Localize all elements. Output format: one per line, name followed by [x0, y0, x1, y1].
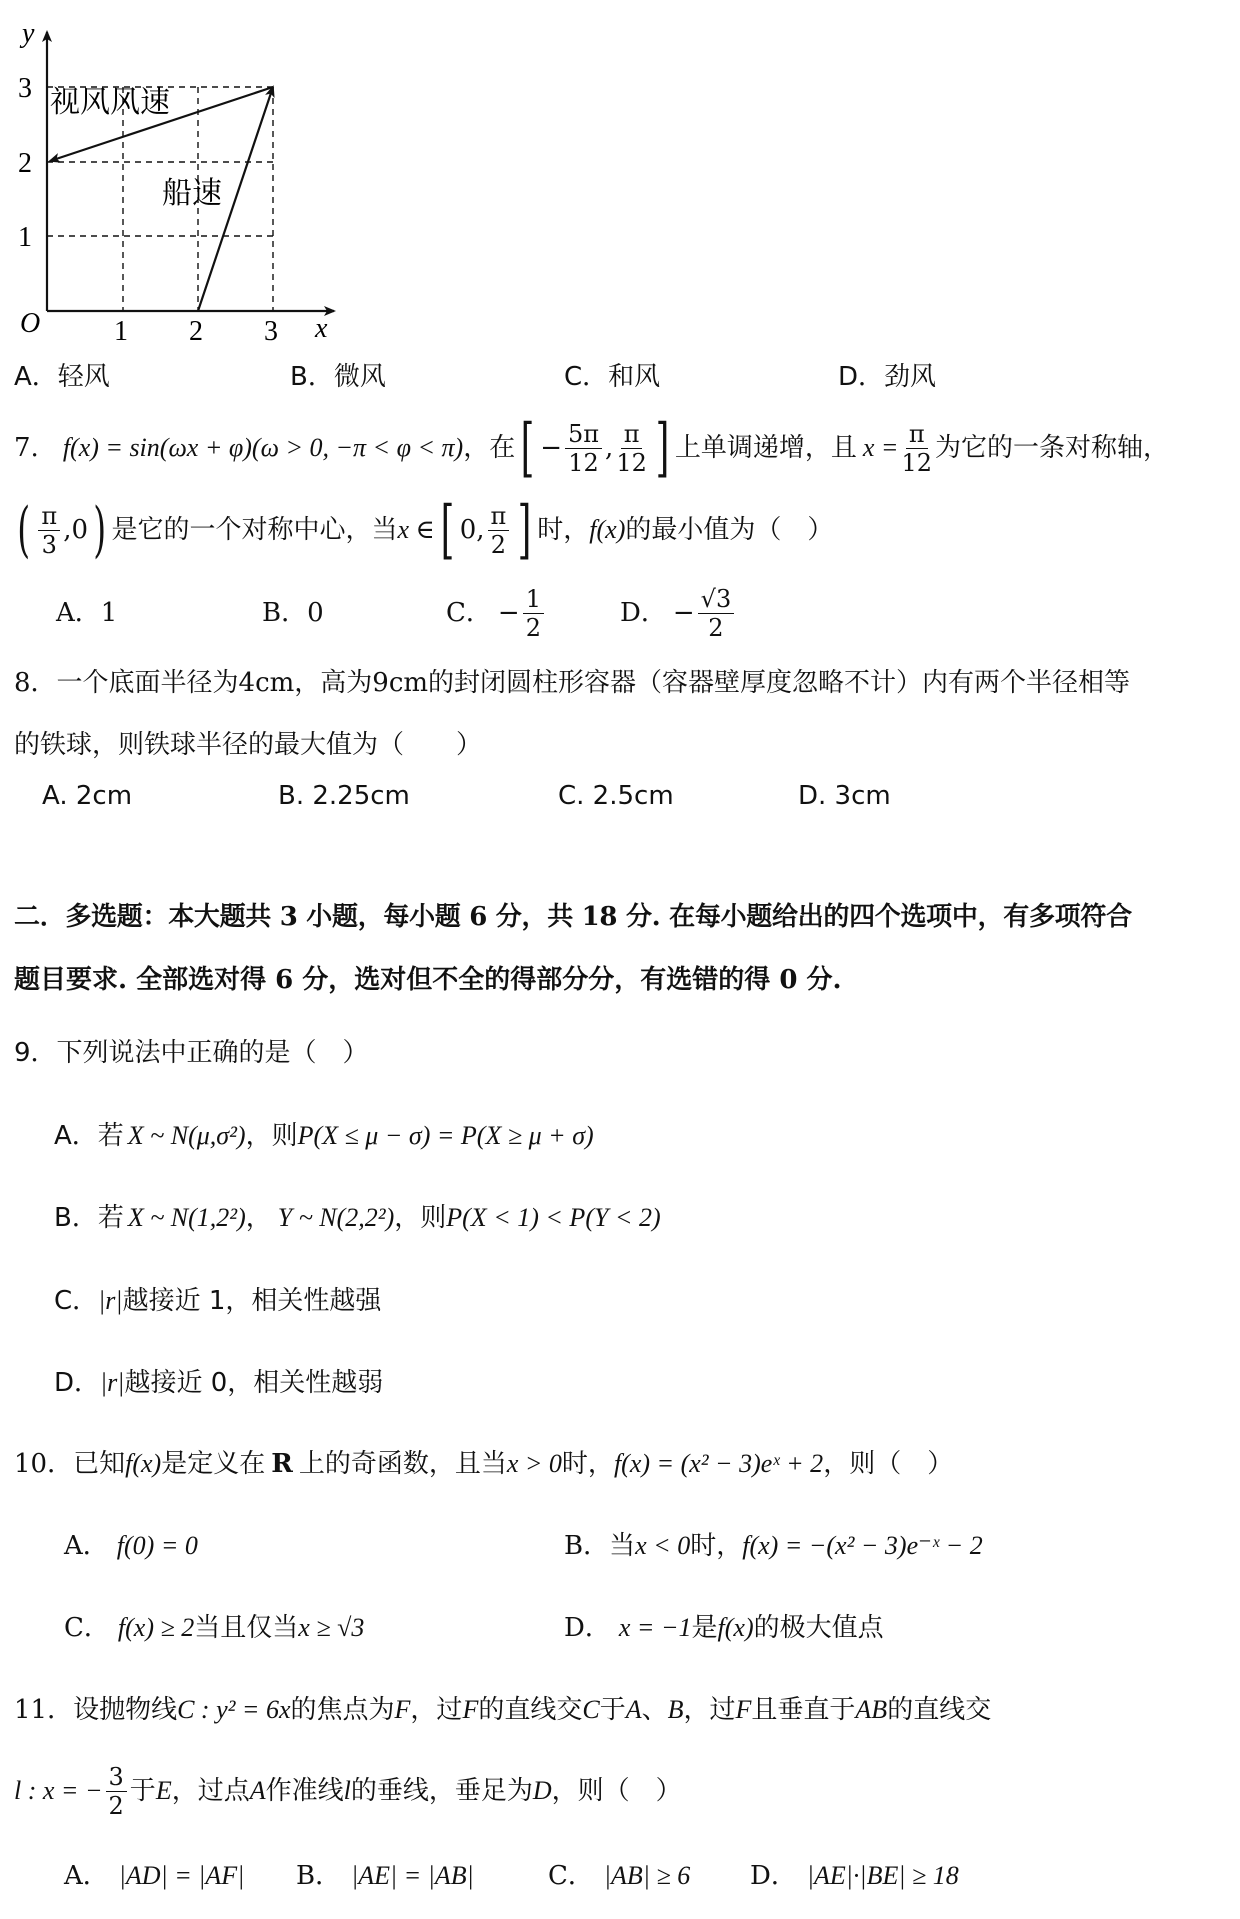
apparent-wind-label: 视风风速 [50, 86, 170, 119]
y-tick-1: 1 [18, 222, 32, 253]
q10-option-b: B．当 x < 0 时， f(x) = −(x² − 3)e⁻ˣ − 2 [564, 1531, 983, 1561]
q7-stem-line2 [12, 493, 834, 567]
q7-fx: f(x) [589, 515, 626, 544]
origin-label: O [20, 308, 41, 339]
q7-text-min: 的最小值为（ ） [625, 515, 834, 545]
q11-option-c: C． |AB| ≥ 6 [548, 1861, 691, 1891]
q7-text-axis: 为它的一条对称轴， [934, 433, 1169, 463]
q7-interval-open: [ [520, 411, 535, 485]
q10-stem: 10．已知 f(x) 是定义在 R 上的奇函数，且当 x > 0 时， f(x) = (x² − 3)eˣ + 2 ，则（ ） [14, 1449, 954, 1479]
y-tick-3: 3 [18, 73, 32, 104]
q7-interval-frac2: $\frac{\pi}{12}$ [616, 419, 647, 477]
q7-interval-close: ] [655, 411, 670, 485]
q10-option-c: C． f(x) ≥ 2 当且仅当 x ≥ √3 [64, 1613, 365, 1643]
q8-option-a: A. 2cm [42, 781, 133, 811]
q7-text-when: 时， [537, 515, 590, 545]
section2-heading-line1: 二．多选题：本大题共 3 小题，每小题 6 分，共 18 分. 在每小题给出的四个选项中，有多项符合 [14, 902, 1132, 932]
q6-option-d: D．劲风 [838, 362, 937, 392]
q8-option-b: B. 2.25cm [278, 781, 410, 811]
q6-option-a: A．轻风 [14, 362, 110, 392]
x-tick-2: 2 [189, 316, 203, 347]
x-tick-1: 1 [114, 316, 128, 347]
q7-range-open: [ [440, 493, 455, 567]
q8-stem-line1: 8．一个底面半径为4cm，高为9cm的封闭圆柱形容器（容器壁厚度忽略不计）内有两个半径相等 [14, 668, 1131, 698]
q7-interval-minus: − [540, 433, 562, 463]
q7-text-in: ，在 [463, 433, 516, 463]
y-tick-2: 2 [18, 148, 32, 179]
q7-stem-line1 [14, 411, 1169, 485]
q6-option-c: C．和风 [564, 362, 661, 392]
q9-option-c: C． |r| 越接近 1，相关性越强 [54, 1286, 382, 1316]
x-tick-3: 3 [264, 316, 278, 347]
q9-option-a: A．若 X ~ N(μ,σ²) ，则 P(X ≤ μ − σ) = P(X ≥ μ + σ) [54, 1121, 594, 1151]
q11-option-b: B． |AE| = |AB| [296, 1861, 474, 1891]
q7-range-left: 0, [459, 515, 485, 545]
q8-option-c: C. 2.5cm [558, 781, 674, 811]
q7-center-open: ( [17, 495, 31, 565]
q7-center-frac: $\frac{\pi}{3}$ [38, 502, 60, 559]
q7-center-rest: ,0 [63, 515, 89, 545]
q7-option-a: A．1 [56, 598, 118, 628]
q7-text-mono: 上单调递增，且 [674, 433, 857, 463]
q10-option-a: A． f(0) = 0 [64, 1531, 198, 1561]
q11-stem-line1: 11．设抛物线 C : y² = 6x 的焦点为 F ，过 F 的直线交 C 于 A 、 B ，过 F 且垂直于 AB 的直线交 [14, 1695, 992, 1725]
ship-speed-label: 船速 [162, 177, 222, 210]
q7-option-d: D． − $\frac{√3}{2}$ [620, 582, 737, 644]
q8-stem-line2: 的铁球，则铁球半径的最大值为（ ） [14, 730, 483, 760]
q9-option-b: B．若 X ~ N(1,2²) ， Y ~ N(2,2²) ，则 P(X < 1) < P(Y < 2) [54, 1203, 661, 1233]
q7-axis-frac: $\frac{\pi}{12}$ [901, 419, 932, 477]
q9-option-d: D． |r| 越接近 0，相关性越弱 [54, 1368, 384, 1398]
q7-option-b: B．0 [262, 598, 324, 628]
section2-heading-line2: 题目要求. 全部选对得 6 分，选对但不全的得部分分，有选错的得 0 分. [14, 965, 842, 995]
q7-number: 7. [14, 433, 39, 463]
q7-range-close: ] [517, 493, 532, 567]
q11-stem-line2: l : x = − $\frac{3}{2}$ 于 E ，过点 A 作准线 l 的垂线，垂足为 D ，则（ ） [14, 1762, 682, 1820]
q10-option-d: D． x = −1 是 f(x) 的极大值点 [564, 1613, 884, 1643]
q11-option-a: A． |AD| = |AF| [64, 1861, 245, 1891]
q6-option-b: B．微风 [290, 362, 386, 392]
q7-function: f(x) = sin(ωx + φ)(ω > 0, −π < φ < π) [62, 433, 464, 462]
q7-interval-comma: , [605, 433, 614, 463]
q8-option-d: D. 3cm [798, 781, 891, 811]
q7-option-c: C． − $\frac{1}{2}$ [446, 582, 547, 644]
q7-center-close: ) [93, 495, 107, 565]
q7-x-in: x ∈ [397, 515, 435, 544]
vector-diagram [0, 0, 360, 360]
q7-text-center: 是它的一个对称中心，当 [111, 515, 398, 545]
x-axis-label: x [315, 313, 328, 344]
y-axis-label: y [22, 18, 35, 49]
q11-option-d: D． |AE|·|BE| ≥ 18 [750, 1861, 959, 1891]
q9-stem: 9．下列说法中正确的是（ ） [14, 1038, 369, 1068]
q7-range-frac: $\frac{\pi}{2}$ [488, 502, 510, 559]
q7-interval-frac1: $\frac{5\pi}{12}$ [565, 420, 602, 477]
q7-axis-lhs: x = [862, 433, 899, 462]
